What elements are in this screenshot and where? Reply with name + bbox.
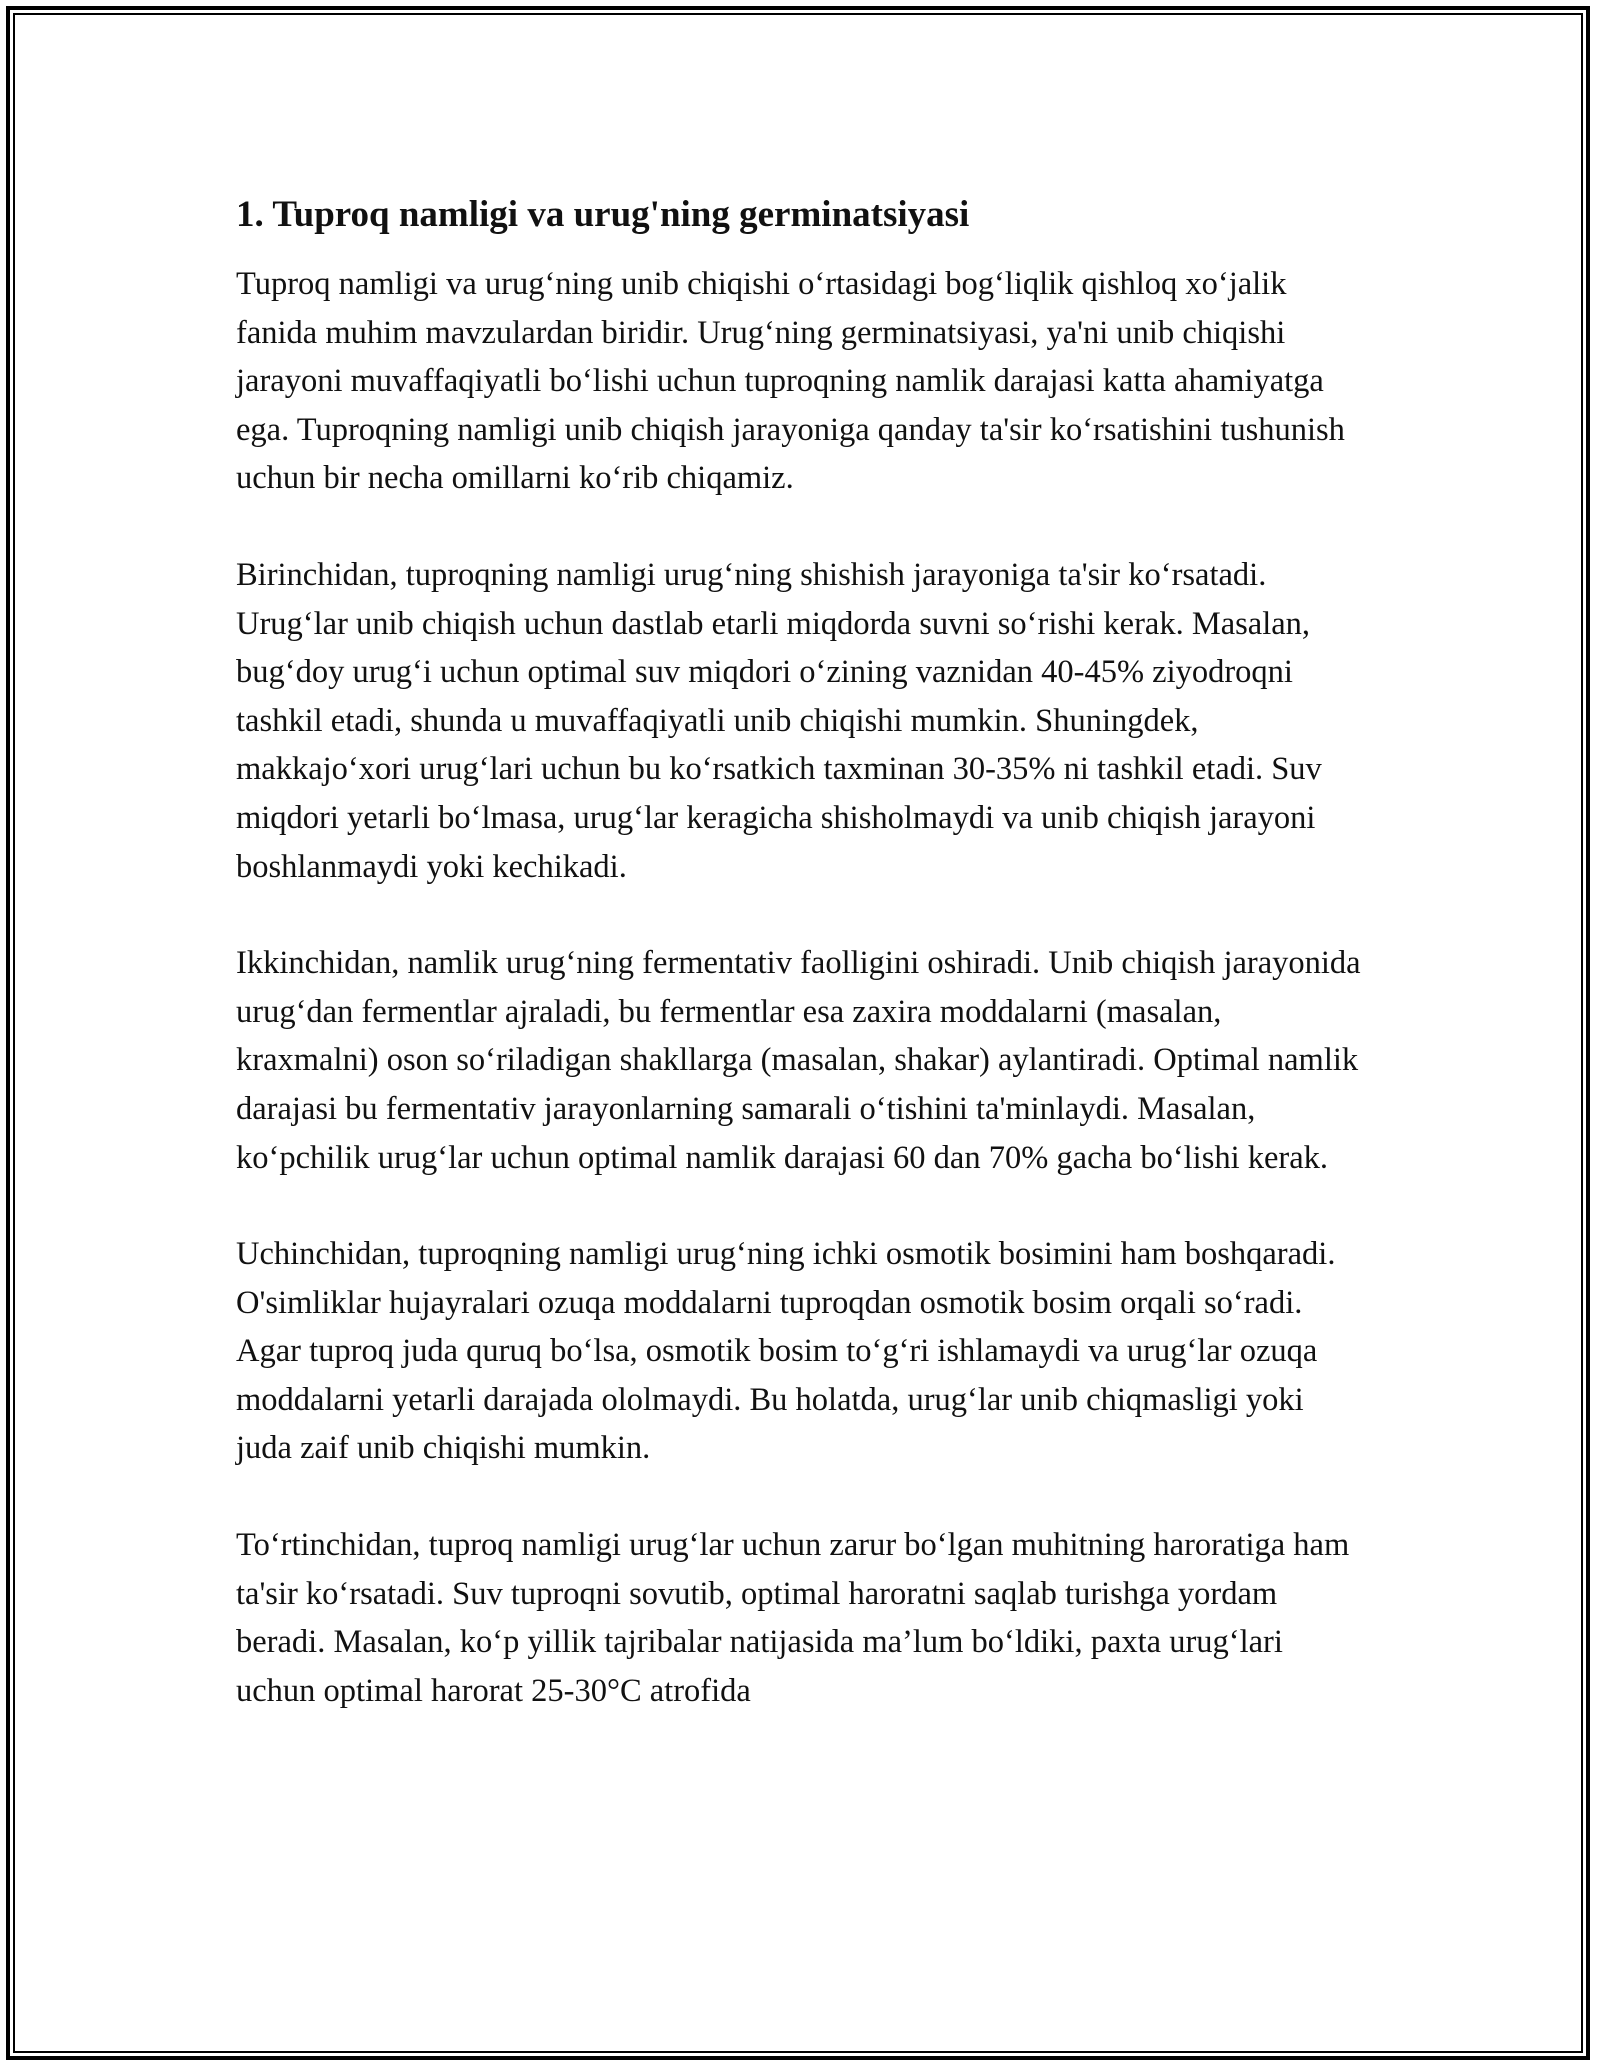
paragraph-third-point: Uchinchidan, tuproqning namligi urug‘ning ichki osmotik bosimini ham boshqaradi. O'simliklar hujayralari ozuqa moddalarni tuproqdan osmotik bosim orqali so‘radi. Agar tuproq juda quruq bo‘lsa, osmotik bosim to‘g‘ri ishlamaydi va urug‘lar ozuqa moddalarni yetarli darajada ololmaydi. Bu holatda, urug‘lar unib chiqmasligi yoki juda zaif unib chiqishi mumkin. <box>236 1236 1336 1467</box>
paragraph-intro: Tuproq namligi va urug‘ning unib chiqishi o‘rtasidagi bog‘liqlik qishloq xo‘jalik fanida muhim mavzulardan biridir. Urug‘ning germinatsiyasi, ya'ni unib chiqishi jarayoni muvaffaqiyatli bo‘lishi uchun tuproqning namlik darajasi katta ahamiyatga ega. Tuproqning namligi unib chiqish jarayoniga qanday ta'sir ko‘rsatishini tushunish uchun bir necha omillarni ko‘rib chiqamiz. <box>236 266 1345 497</box>
paragraph-first-point: Birinchidan, tuproqning namligi urug‘ning shishish jarayoniga ta'sir ko‘rsatadi. Urug‘lar unib chiqish uchun dastlab etarli miqdorda suvni so‘rishi kerak. Masalan, bug‘doy urug‘i uchun optimal suv miqdori o‘zining vaznidan 40-45% ziyodroqni tashkil etadi, shunda u muvaffaqiyatli unib chiqishi mumkin. Shuningdek, makkajo‘xori urug‘lari uchun bu ko‘rsatkich taxminan 30-35% ni tashkil etadi. Suv miqdori yetarli bo‘lmasa, urug‘lar keragicha shisholmaydi va unib chiqish jarayoni boshlanmaydi yoki kechikadi. <box>236 556 1322 885</box>
document-body <box>236 186 1366 1763</box>
document-title: 1. Tuproq namligi va urug'ning germinatsiyasi <box>236 194 970 235</box>
paragraph-fourth-point: To‘rtinchidan, tuproq namligi urug‘lar uchun zarur bo‘lgan muhitning haroratiga ham ta'sir ko‘rsatadi. Suv tuproqni sovutib, optimal haroratni saqlab turishga yordam beradi. Masalan, ko‘p yillik tajribalar natijasida ma’lum bo‘ldiki, paxta urug‘lari uchun optimal harorat 25-30°C atrofida <box>236 1527 1350 1709</box>
paragraph-second-point: Ikkinchidan, namlik urug‘ning fermentativ faolligini oshiradi. Unib chiqish jarayonida urug‘dan fermentlar ajraladi, bu fermentlar esa zaxira moddalarni (masalan, kraxmalni) oson so‘riladigan shakllarga (masalan, shakar) aylantiradi. Optimal namlik darajasi bu fermentativ jarayonlarning samarali o‘tishini ta'minlaydi. Masalan, ko‘pchilik urug‘lar uchun optimal namlik darajasi 60 dan 70% gacha bo‘lishi kerak. <box>236 945 1361 1176</box>
